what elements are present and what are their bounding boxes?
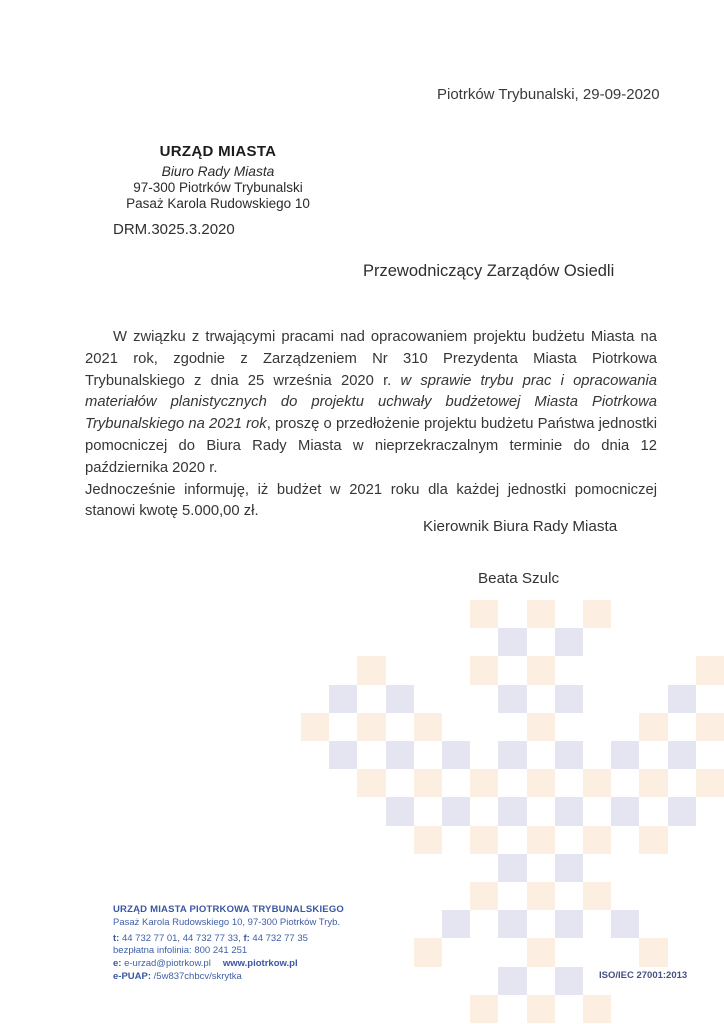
phone-numbers: 44 732 77 01, 44 732 77 33, [119, 932, 244, 944]
mosaic-square [470, 600, 498, 628]
fax-number: 44 732 77 35 [249, 932, 308, 944]
mosaic-square [696, 656, 724, 684]
iso-certification-label: ISO/IEC 27001:2013 [599, 970, 688, 981]
mosaic-square [442, 797, 470, 825]
mosaic-square [696, 769, 724, 797]
mosaic-square [357, 769, 385, 797]
mosaic-square [301, 713, 329, 741]
mosaic-square [498, 628, 526, 656]
sender-block [108, 143, 328, 211]
footer-address: Pasaż Karola Rudowskiego 10, 97-300 Piotrków Tryb. [113, 916, 341, 928]
mosaic-square [470, 995, 498, 1023]
website-url: www.piotrkow.pl [222, 958, 298, 970]
mosaic-square [555, 967, 583, 995]
footer-phone-line [113, 933, 344, 946]
mosaic-square [639, 826, 667, 854]
mosaic-square [611, 910, 639, 938]
paragraph-1 [85, 327, 657, 480]
mosaic-square [498, 910, 526, 938]
mosaic-square [639, 713, 667, 741]
epuap-address: /5w837chbcv/skrytka [151, 970, 242, 982]
mosaic-square [639, 769, 667, 797]
mosaic-square [696, 713, 724, 741]
paragraph-2: Jednocześnie informuję, iż budżet w 2021 roku dla każdej jednostki pomocniczej stanowi kwotę 5.000,00 zł. [85, 481, 657, 520]
fax-label: f: [243, 932, 250, 944]
mosaic-square [442, 910, 470, 938]
mosaic-square [442, 741, 470, 769]
mosaic-square [527, 600, 555, 628]
mosaic-square [386, 685, 414, 713]
email-label: e: [113, 958, 122, 970]
mosaic-square [527, 938, 555, 966]
sender-street: Pasaż Karola Rudowskiego 10 [126, 195, 310, 211]
mosaic-square [527, 826, 555, 854]
date-line: Piotrków Trybunalski, 29-09-2020 [437, 86, 660, 103]
email-address: e-urzad@piotrkow.pl [121, 958, 211, 970]
recipient-line: Przewodniczący Zarządów Osiedli [363, 262, 615, 280]
epuap-label: e-PUAP: [113, 970, 152, 982]
mosaic-square [414, 713, 442, 741]
mosaic-square [498, 967, 526, 995]
mosaic-square [386, 797, 414, 825]
mosaic-square [555, 628, 583, 656]
mosaic-square [470, 882, 498, 910]
paragraph-1-italic: w sprawie trybu prac i opracowania materiałów planistycznych do projektu uchwały budżetowej Miasta Piotrkowa Trybunalskiego na 2021 rok [85, 372, 657, 433]
mosaic-square [639, 938, 667, 966]
mosaic-square [498, 797, 526, 825]
mosaic-square [470, 769, 498, 797]
mosaic-square [668, 797, 696, 825]
mosaic-square [555, 854, 583, 882]
footer-email-line [113, 958, 344, 971]
mosaic-square [583, 600, 611, 628]
mosaic-square [386, 741, 414, 769]
mosaic-square [527, 656, 555, 684]
footer-infoline: bezpłatna infolinia: 800 241 251 [113, 945, 248, 957]
sender-postal: 97-300 Piotrków Trybunalski [133, 180, 303, 195]
footer-epuap-line [113, 971, 344, 984]
mosaic-square [583, 826, 611, 854]
mosaic-square [498, 685, 526, 713]
signature-title: Kierownik Biura Rady Miasta [423, 518, 618, 535]
mosaic-square [668, 741, 696, 769]
mosaic-square [611, 797, 639, 825]
mosaic-square [357, 656, 385, 684]
signature-name: Beata Szulc [478, 570, 560, 587]
footer-contact-block [113, 904, 344, 984]
mosaic-square [555, 910, 583, 938]
paragraph-1-part2: , proszę o przedłożenie projektu budżetu Państwa jednostki pomocniczej do Biura Rady Miasta w nieprzekraczalnym terminie do dnia 12 października 2020 r. [85, 416, 657, 476]
mosaic-square [583, 769, 611, 797]
footer-org: URZĄD MIASTA PIOTRKOWA TRYBUNALSKIEGO [113, 904, 344, 915]
phone-label: t: [113, 932, 120, 944]
mosaic-square [527, 769, 555, 797]
sender-department: Biuro Rady Miasta [161, 164, 275, 179]
mosaic-square [555, 741, 583, 769]
mosaic-square [414, 826, 442, 854]
letter-body [85, 327, 657, 523]
mosaic-square [414, 769, 442, 797]
mosaic-square [668, 685, 696, 713]
mosaic-square [555, 685, 583, 713]
mosaic-square [414, 938, 442, 966]
mosaic-square [357, 713, 385, 741]
mosaic-square [527, 713, 555, 741]
mosaic-square [329, 741, 357, 769]
mosaic-square [329, 685, 357, 713]
mosaic-square [498, 741, 526, 769]
mosaic-square [470, 656, 498, 684]
sender-org: URZĄD MIASTA [159, 143, 277, 160]
mosaic-square [583, 995, 611, 1023]
mosaic-square [527, 882, 555, 910]
mosaic-square [583, 882, 611, 910]
mosaic-square [470, 826, 498, 854]
mosaic-square [611, 741, 639, 769]
paragraph-1-part1: W związku z trwającymi pracami nad opracowaniem projektu budżetu Miasta na 2021 rok, zgodnie z Zarządzeniem Nr 310 Prezydenta Miasta Piotrkowa Trybunalskiego z dnia 25 września 2020 r. [85, 329, 657, 389]
mosaic-square [498, 854, 526, 882]
reference-number: DRM.3025.3.2020 [113, 221, 235, 238]
mosaic-square [555, 797, 583, 825]
mosaic-square [527, 995, 555, 1023]
